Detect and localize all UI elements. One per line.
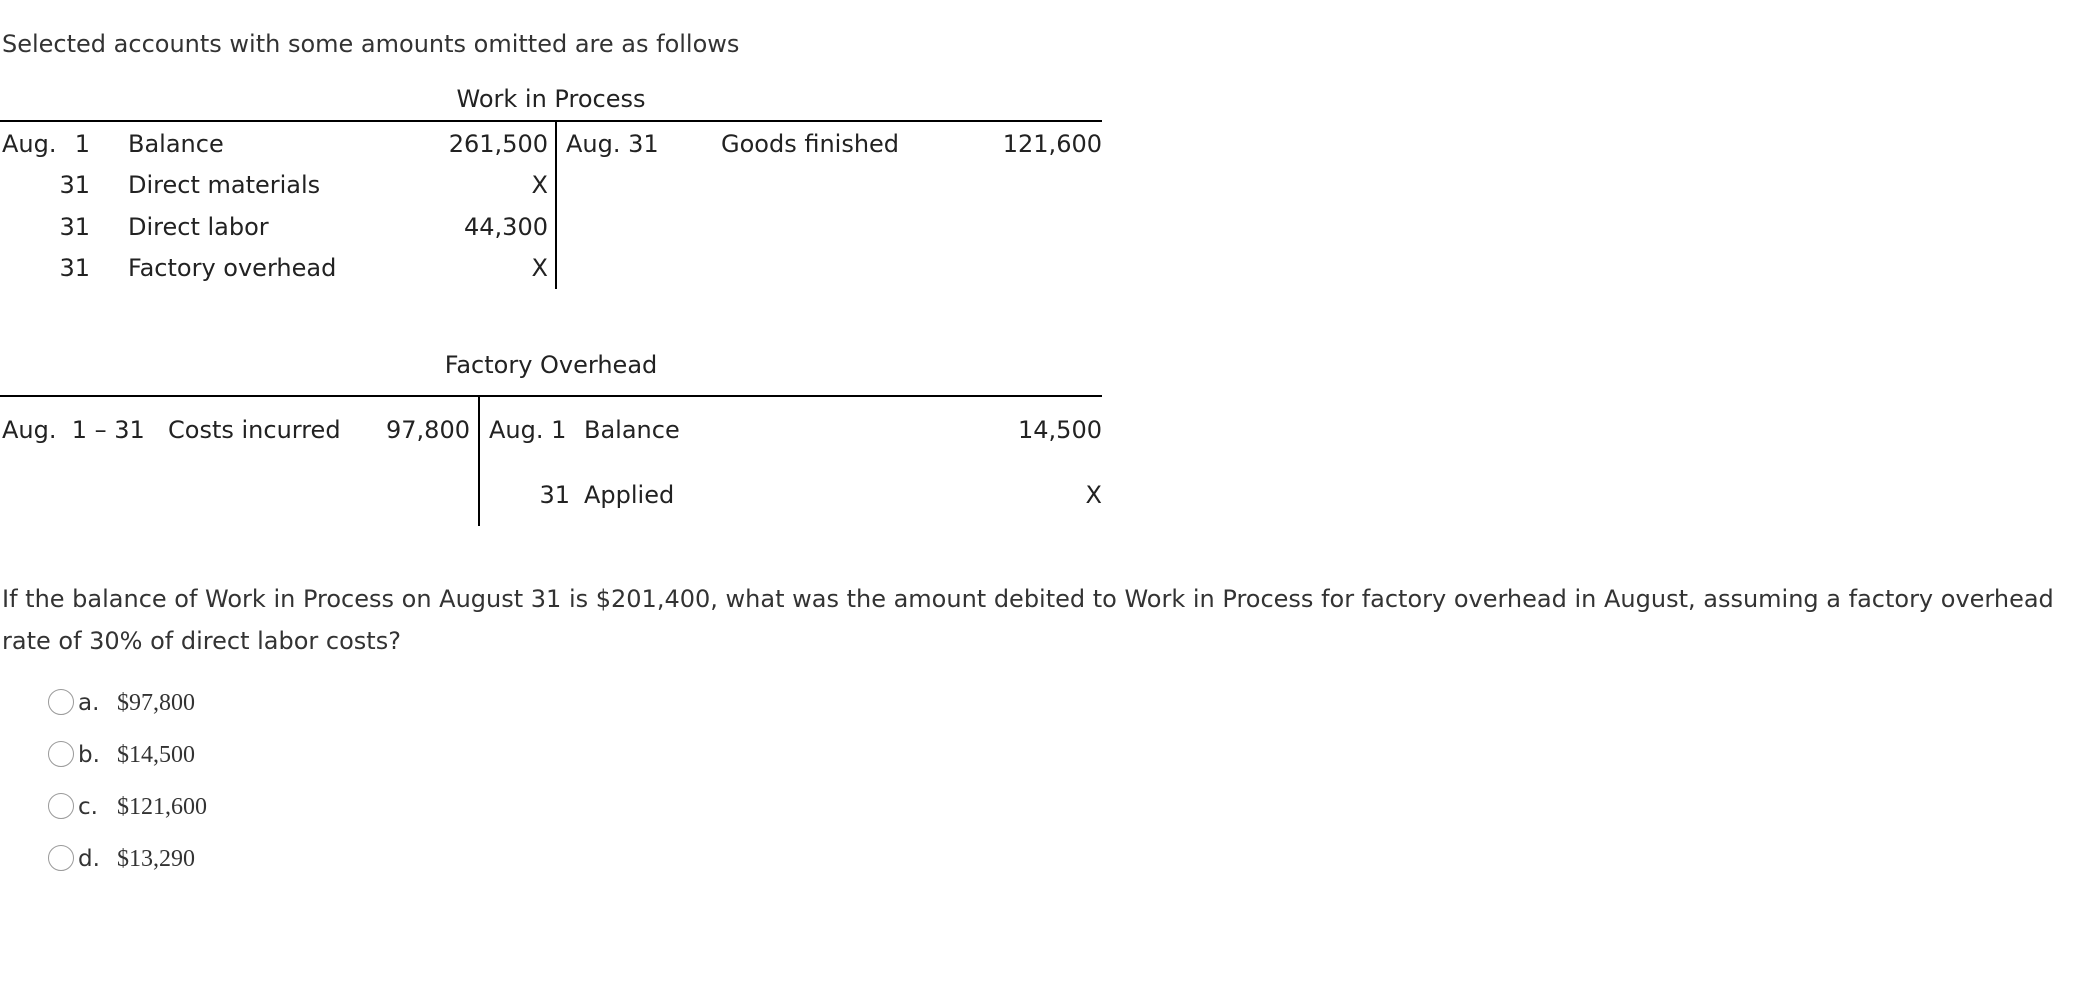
radio-button[interactable] bbox=[48, 741, 74, 767]
foh-title: Factory Overhead bbox=[444, 351, 658, 379]
wip-top-rule bbox=[0, 120, 1102, 122]
option-letter: c. bbox=[78, 794, 98, 820]
option-value: $14,500 bbox=[117, 742, 195, 768]
wip-debit-day: 31 bbox=[59, 213, 90, 241]
wip-debit-amount: 261,500 bbox=[448, 130, 548, 158]
wip-debit-amount: X bbox=[531, 254, 548, 282]
option-value: $97,800 bbox=[117, 690, 195, 716]
question-text: If the balance of Work in Process on August 31 is $201,400, what was the amount debited to Work in Process for factory overhead in August, assuming a factory overhead rate of 30% of direct labor costs? bbox=[2, 585, 2054, 655]
wip-debit-desc: Direct materials bbox=[128, 171, 321, 199]
wip-debit-desc: Balance bbox=[128, 130, 224, 158]
option-value: $13,290 bbox=[117, 846, 195, 872]
radio-button[interactable] bbox=[48, 845, 74, 871]
intro-text: Selected accounts with some amounts omitted are as follows bbox=[2, 30, 740, 58]
wip-debit-desc: Factory overhead bbox=[128, 254, 337, 282]
wip-debit-month: Aug. bbox=[2, 130, 57, 158]
radio-button[interactable] bbox=[48, 689, 74, 715]
wip-debit-amount: X bbox=[531, 171, 548, 199]
wip-credit-amount: 121,600 bbox=[1002, 130, 1102, 158]
foh-credit-amount: 14,500 bbox=[1018, 416, 1102, 444]
foh-credit-amount: X bbox=[1085, 481, 1102, 509]
radio-button[interactable] bbox=[48, 793, 74, 819]
foh-credit-desc: Balance bbox=[584, 416, 680, 444]
foh-debit-date: Aug. 1 – 31 bbox=[2, 416, 145, 444]
wip-credit-date: Aug. 31 bbox=[566, 130, 659, 158]
foh-credit-date: Aug. 1 bbox=[489, 416, 567, 444]
wip-divider bbox=[555, 121, 557, 289]
foh-top-rule bbox=[0, 395, 1102, 397]
foh-debit-amount: 97,800 bbox=[386, 416, 470, 444]
wip-debit-desc: Direct labor bbox=[128, 213, 269, 241]
wip-title: Work in Process bbox=[456, 85, 646, 113]
wip-credit-desc: Goods finished bbox=[721, 130, 900, 158]
wip-debit-day: 31 bbox=[59, 254, 90, 282]
option-letter: a. bbox=[78, 690, 100, 716]
wip-debit-amount: 44,300 bbox=[464, 213, 548, 241]
wip-debit-day: 1 bbox=[74, 130, 90, 158]
option-letter: d. bbox=[78, 846, 100, 872]
foh-credit-date: 31 bbox=[539, 481, 570, 509]
wip-debit-day: 31 bbox=[59, 171, 90, 199]
foh-debit-desc: Costs incurred bbox=[168, 416, 341, 444]
foh-credit-desc: Applied bbox=[584, 481, 675, 509]
option-letter: b. bbox=[78, 742, 100, 768]
foh-divider bbox=[478, 396, 480, 526]
option-value: $121,600 bbox=[117, 794, 207, 820]
